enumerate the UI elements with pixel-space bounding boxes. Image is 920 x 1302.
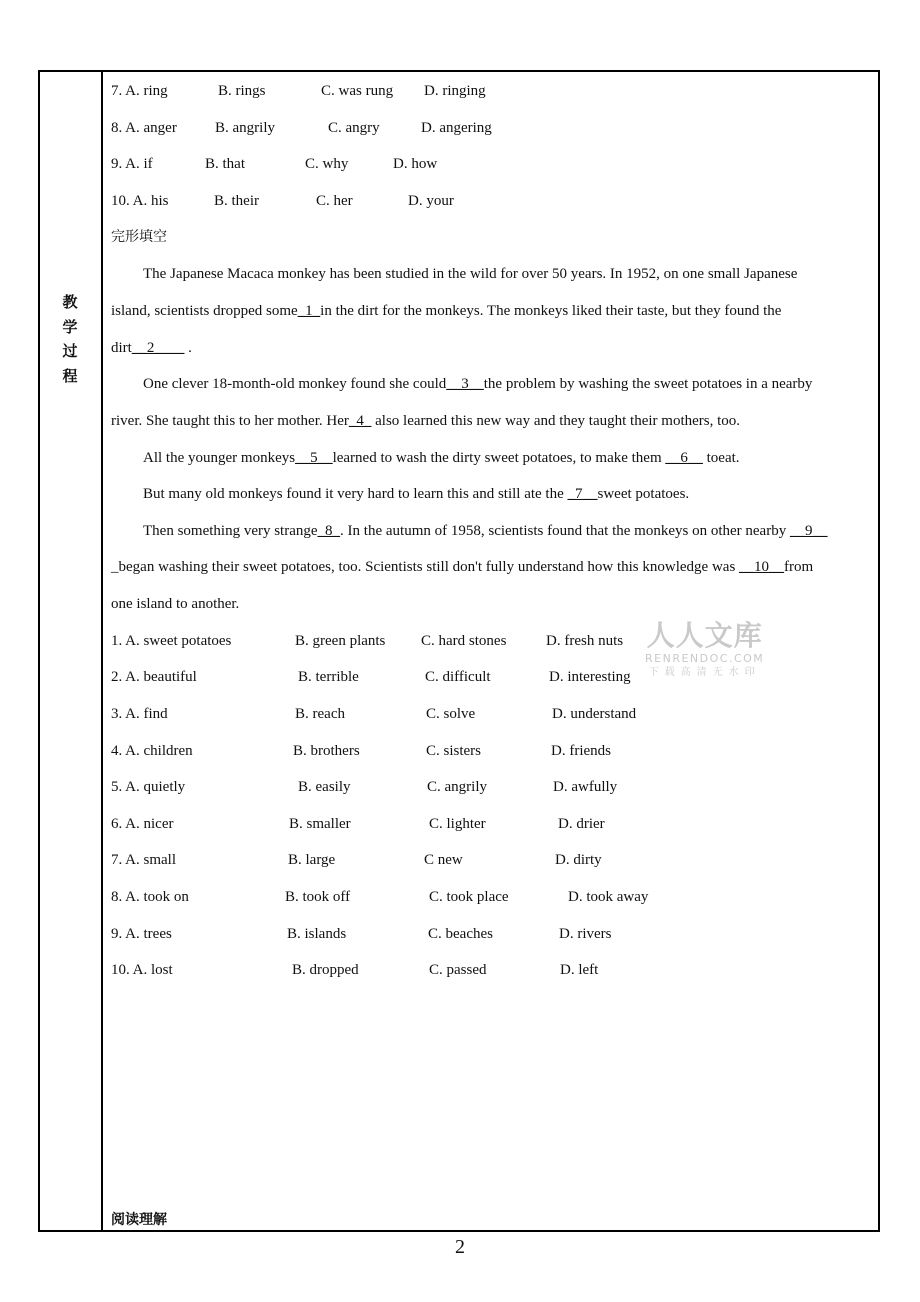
option-d: D. understand xyxy=(552,706,637,722)
passage-text: in the dirt for the monkeys. The monkeys liked their taste, but they found the xyxy=(320,303,782,319)
option-d: D. awfully xyxy=(553,779,618,795)
option-b: B. angrily xyxy=(215,120,275,136)
passage-text: One clever 18-month-old monkey found she could xyxy=(143,376,447,392)
option-b: B. islands xyxy=(287,926,347,942)
option-d: D. friends xyxy=(551,743,611,759)
passage-line xyxy=(143,448,740,468)
option-c: C. took place xyxy=(429,889,509,905)
side-label-char: 教 xyxy=(62,293,78,311)
option-a: 7. A. ring xyxy=(111,83,168,99)
option-a: 5. A. quietly xyxy=(111,779,186,795)
passage-line xyxy=(111,301,781,321)
option-c: C. her xyxy=(316,193,353,209)
column-divider xyxy=(101,70,103,1232)
blank-5: __5__ xyxy=(295,450,333,466)
option-d: D. left xyxy=(560,962,599,978)
blank-9: __9__ xyxy=(789,523,828,539)
option-a: 8. A. took on xyxy=(111,889,189,905)
reading-heading: 阅读理解 xyxy=(111,1212,167,1228)
option-d: D. rivers xyxy=(559,926,612,942)
option-c: C. beaches xyxy=(428,926,493,942)
option-d: D. dirty xyxy=(555,852,602,868)
passage-text: island, scientists dropped some xyxy=(111,303,298,319)
option-b: B. their xyxy=(214,193,259,209)
option-c: C. solve xyxy=(426,706,476,722)
passage-line xyxy=(143,521,827,541)
passage-line xyxy=(111,338,192,358)
cloze-heading: 完形填空 xyxy=(111,229,167,245)
option-b: B. brothers xyxy=(293,743,360,759)
passage-text: toeat. xyxy=(702,450,740,466)
passage-text: dirt xyxy=(111,340,132,356)
option-c: C. why xyxy=(305,156,349,172)
option-a: 9. A. if xyxy=(111,156,153,172)
option-a: 2. A. beautiful xyxy=(111,669,197,685)
passage-text: also learned this new way and they taught their mothers, too. xyxy=(371,413,741,429)
passage-line xyxy=(111,411,740,431)
option-b: B. smaller xyxy=(289,816,351,832)
passage-line: The Japanese Macaca monkey has been studied in the wild for over 50 years. In 1952, on one small Japanese xyxy=(143,266,798,282)
blank-6: __6__ xyxy=(665,450,703,466)
option-d: D. ringing xyxy=(424,83,486,99)
watermark-sub: 下载高清无水印 xyxy=(648,667,761,678)
passage-text: All the younger monkeys xyxy=(143,450,296,466)
option-a: 7. A. small xyxy=(111,852,177,868)
option-a: 3. A. find xyxy=(111,706,168,722)
option-b: B. dropped xyxy=(292,962,359,978)
option-c: C new xyxy=(424,852,463,868)
page-number: 2 xyxy=(455,1236,465,1258)
blank-10: __10__ xyxy=(739,559,785,575)
passage-text: But many old monkeys found it very hard to learn this and still ate the xyxy=(143,486,568,502)
passage-line xyxy=(143,374,812,394)
option-c: C. hard stones xyxy=(421,633,507,649)
option-c: C. angry xyxy=(328,120,380,136)
blank-2: __2____ xyxy=(131,340,185,356)
option-a: 10. A. lost xyxy=(111,962,173,978)
option-b: B. that xyxy=(205,156,245,172)
option-b: B. easily xyxy=(298,779,351,795)
blank-3: __3__ xyxy=(446,376,484,392)
watermark-main: 人人文库 xyxy=(646,619,763,652)
blank-1: _1_ xyxy=(297,303,321,319)
option-b: B. rings xyxy=(218,83,266,99)
option-b: B. reach xyxy=(295,706,345,722)
option-c: C. sisters xyxy=(426,743,482,759)
option-a: 6. A. nicer xyxy=(111,816,174,832)
passage-text: _began washing their sweet potatoes, too. Scientists still don't fully understand how this knowledge was xyxy=(111,559,740,575)
side-label-char: 学 xyxy=(62,317,78,336)
side-label-char: 程 xyxy=(62,366,78,385)
side-label-char: 过 xyxy=(62,342,78,360)
passage-line xyxy=(143,484,689,504)
option-d: D. drier xyxy=(558,816,605,832)
passage-text: from xyxy=(784,559,814,575)
blank-4: _4_ xyxy=(348,413,372,429)
passage-text: the problem by washing the sweet potatoes in a nearby xyxy=(483,376,813,392)
passage-text: river. She taught this to her mother. Her xyxy=(111,413,349,429)
passage-text: . xyxy=(184,340,192,356)
blank-8: _8_ xyxy=(317,523,341,539)
option-c: C. was rung xyxy=(321,83,394,99)
option-d: D. your xyxy=(408,193,454,209)
passage-line xyxy=(111,557,813,577)
passage-text: sweet potatoes. xyxy=(597,486,690,502)
option-a: 10. A. his xyxy=(111,193,169,209)
option-c: C. difficult xyxy=(425,669,491,685)
option-a: 8. A. anger xyxy=(111,120,177,136)
option-b: B. took off xyxy=(285,889,351,905)
option-b: B. green plants xyxy=(295,633,386,649)
option-c: C. passed xyxy=(429,962,487,978)
option-d: D. how xyxy=(393,156,438,172)
option-d: D. angering xyxy=(421,120,492,136)
side-label-teaching-process xyxy=(58,290,82,388)
watermark-url: RENRENDOC.COM xyxy=(645,652,765,665)
option-a: 9. A. trees xyxy=(111,926,172,942)
blank-7: _7__ xyxy=(567,486,598,502)
watermark-logo xyxy=(645,620,764,680)
option-d: D. fresh nuts xyxy=(546,633,624,649)
option-c: C. lighter xyxy=(429,816,486,832)
option-d: D. took away xyxy=(568,889,649,905)
option-b: B. large xyxy=(288,852,336,868)
option-a: 1. A. sweet potatoes xyxy=(111,633,232,649)
passage-line: one island to another. xyxy=(111,596,240,612)
option-b: B. terrible xyxy=(298,669,359,685)
passage-text: Then something very strange xyxy=(143,523,318,539)
option-c: C. angrily xyxy=(427,779,487,795)
passage-text: . In the autumn of 1958, scientists found that the monkeys on other nearby xyxy=(340,523,790,539)
option-a: 4. A. children xyxy=(111,743,193,759)
option-d: D. interesting xyxy=(549,669,631,685)
passage-text: learned to wash the dirty sweet potatoes, to make them xyxy=(332,450,666,466)
